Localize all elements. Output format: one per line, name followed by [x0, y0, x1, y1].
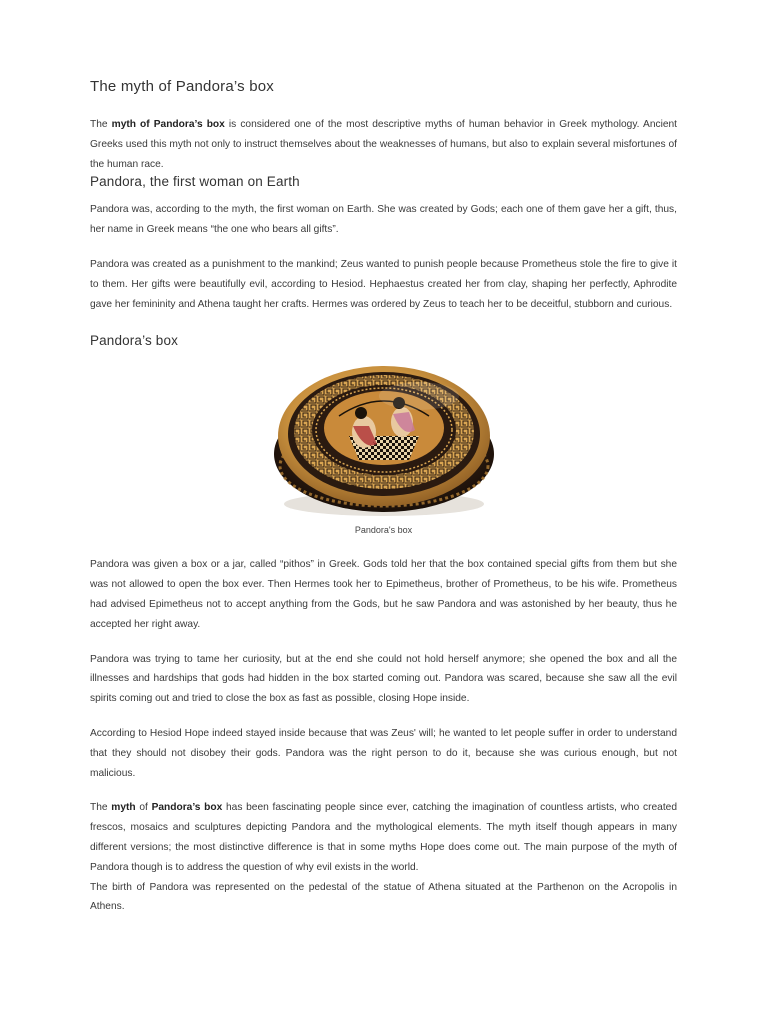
- intro-lead: The: [90, 119, 112, 130]
- closing-bold-box: Pandora’s box: [151, 802, 223, 814]
- image-caption: Pandora's box: [354, 525, 413, 536]
- heading-pandoras-box: Pandora’s box: [90, 333, 179, 349]
- heading-first-woman: Pandora, the first woman on Earth: [90, 174, 300, 190]
- intro-rest: is considered one of the most descriptive myths of human behavior in Greek mythology. Ancient Greeks used this myth not only to instruct themselves about the weaknesses of humans, but also to explain several misfortunes of the human race.: [90, 119, 678, 170]
- closing-bold-myth: myth: [111, 802, 136, 814]
- paragraph-box-2: Pandora was trying to tame her curiosity, but at the end she could not hold herself anymore; she opened the box and all the illnesses and hardships that gods had hidden in the box started coming out. Pandora was scared, because she saw all the evil spirits coming out and tried to close the box as fast as possible, closing Hope inside.: [90, 653, 677, 705]
- page-title: The myth of Pandora’s box: [90, 78, 274, 95]
- paragraph-birth-of-pandora: The birth of Pandora was represented on the pedestal of the statue of Athena situated at the Parthenon on the Acropolis in Athens.: [90, 881, 677, 913]
- paragraph-box-3: According to Hesiod Hope indeed stayed inside because that was Zeus' will; he wanted to let people suffer in order to understand that they should not disobey their gods. Pandora was the right person to do it, because she was curious enough, but not malicious.: [90, 727, 677, 779]
- intro-bold: myth of Pandora’s box: [111, 119, 225, 130]
- paragraph-first-woman-2: Pandora was created as a punishment to the mankind; Zeus wanted to punish people because Prometheus stole the fire to give it to them. Her gifts were beautifully evil, according to Hesiod. Hephaestus created her from clay, shaping her perfectly, Aphrodite gave her femininity and Athena taught her crafts. Hermes was ordered by Zeus to teach her to be deceitful, stubborn and curious.: [90, 258, 677, 310]
- closing-lead: The: [90, 802, 112, 814]
- paragraph-first-woman-1: Pandora was, according to the myth, the first woman on Earth. She was created by Gods; each one of them gave her a gift, thus, her name in Greek means “the one who bears all gifts”.: [90, 204, 677, 236]
- intro-paragraph: [90, 115, 677, 174]
- pandoras-box-image: [269, 356, 499, 521]
- figure-left-head: [355, 407, 367, 419]
- closing-rest: has been fascinating people since ever, catching the imagination of countless artists, who created frescos, mosaics and sculptures depicting Pandora and the mythological elements. The myth itself though appears in many different versions; the most distinctive difference is that in some myths Hope does come out. The main purpose of the myth of Pandora though is to address the question of why evil exists in the world.: [90, 802, 677, 873]
- closing-mid: of: [135, 802, 152, 814]
- lid-highlight: [379, 382, 459, 410]
- paragraph-box-1: Pandora was given a box or a jar, called “pithos” in Greek. Gods told her that the box contained special gifts from them but she was not allowed to open the box ever. Then Hermes took her to Epimetheus, brother of Prometheus, to be his wife. Prometheus had advised Epimetheus not to accept anything from the Gods, but he saw Pandora and was astonished by her beauty, thus he accepted her right away.: [90, 559, 677, 630]
- box-figure: [90, 356, 677, 535]
- paragraph-closing: [90, 798, 677, 877]
